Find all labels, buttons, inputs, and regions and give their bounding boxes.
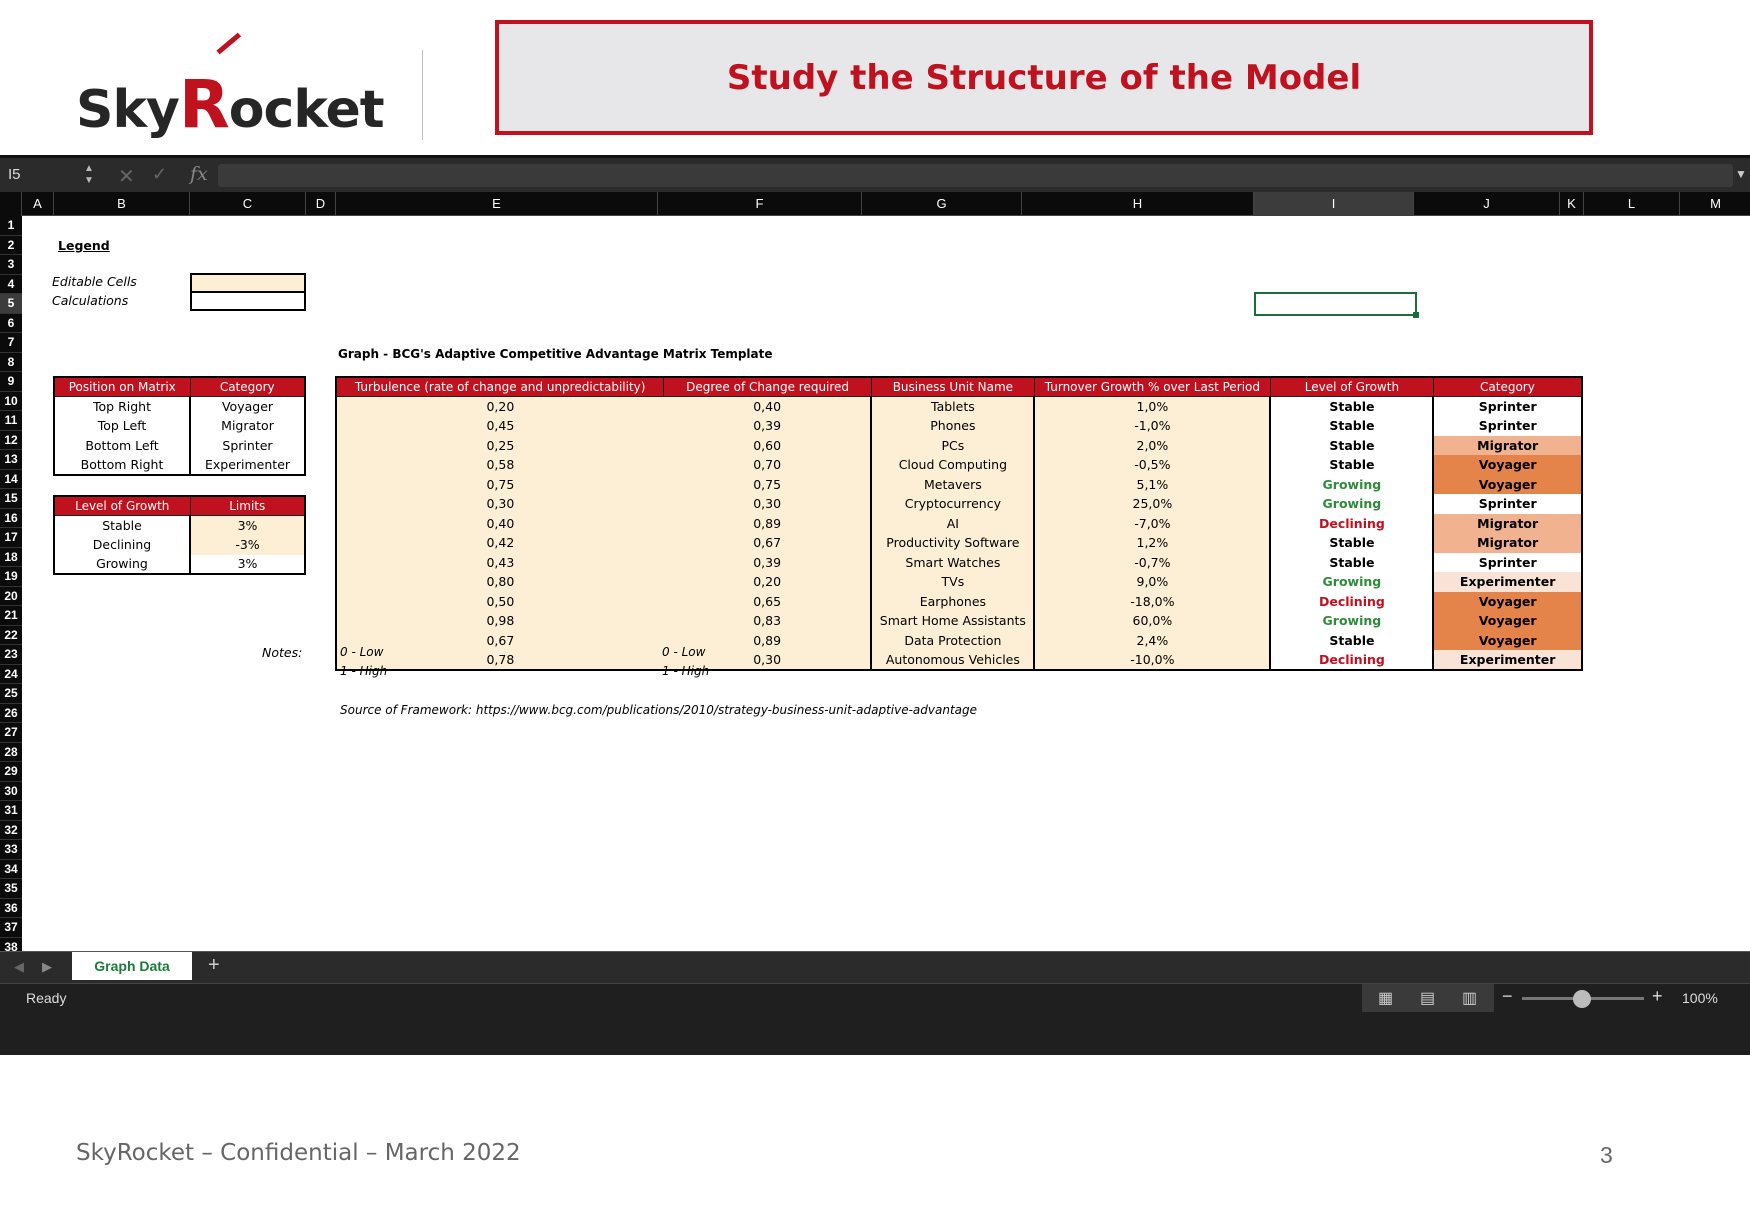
row-headers [0,216,22,951]
table-row [336,494,1582,514]
row-header[interactable]: 10 [0,392,22,412]
table-header: Category [1433,377,1582,397]
column-headers [0,192,1750,216]
table-cell[interactable]: -3% [190,535,305,555]
column-header-i[interactable]: I [1254,192,1414,216]
selected-cell[interactable] [1254,292,1417,316]
table-cell[interactable]: 0,78 [336,650,664,670]
column-header-m[interactable]: M [1680,192,1750,216]
table-cell[interactable]: 0,30 [664,494,872,514]
table-cell[interactable]: 0,30 [336,494,664,514]
cancel-icon[interactable]: ✕ [118,166,135,188]
table-row [336,553,1582,573]
select-all-corner[interactable] [0,192,22,216]
row-header[interactable]: 6 [0,314,22,334]
table-cell[interactable]: Stable [1270,533,1433,553]
table-row [336,475,1582,495]
row-header[interactable]: 13 [0,450,22,470]
table-cell[interactable]: 2,4% [1034,631,1270,651]
table-cell[interactable]: Cloud Computing [871,455,1034,475]
table-cell[interactable]: Tablets [871,397,1034,417]
column-header-b[interactable]: B [54,192,190,216]
table-cell[interactable]: Stable [1270,397,1433,417]
table-header: Turnover Growth % over Last Period [1034,377,1270,397]
legend-editable-label: Editable Cells [52,274,137,289]
legend-calculations-label: Calculations [52,293,129,308]
table-cell[interactable]: Voyager [221,399,274,414]
zoom-in-icon[interactable]: + [1652,986,1663,1006]
row-header[interactable]: 22 [0,626,22,646]
table-row [336,397,1582,417]
table-cell[interactable]: Stable [1270,416,1433,436]
table-cell[interactable]: Sprinter [1433,397,1582,417]
table-cell[interactable]: 0,20 [664,572,872,592]
table-cell[interactable]: 0,89 [664,631,872,651]
table-cell[interactable]: 3% [190,516,305,536]
row-header[interactable]: 2 [0,236,22,256]
row-header[interactable]: 17 [0,528,22,548]
view-switcher [1362,984,1494,1012]
table-cell[interactable]: Phones [871,416,1034,436]
table-cell[interactable]: 25,0% [1034,494,1270,514]
table-row [54,555,305,575]
table-row [336,514,1582,534]
table-row [54,397,305,417]
table-cell[interactable]: 9,0% [1034,572,1270,592]
row-header[interactable]: 12 [0,431,22,451]
table-cell[interactable]: 0,40 [664,397,872,417]
table-cell[interactable]: Declining [54,535,190,555]
table-cell[interactable]: -7,0% [1034,514,1270,534]
table-cell[interactable]: 0,50 [336,592,664,612]
table-cell[interactable]: Smart Watches [871,553,1034,573]
table-cell[interactable]: 0,60 [664,436,872,456]
table-cell[interactable]: Voyager [1433,611,1582,631]
table-header: Level of Growth [1270,377,1433,397]
footer-confidential: SkyRocket – Confidential – March 2022 [76,1140,521,1166]
column-header-k[interactable]: K [1560,192,1584,216]
row-header[interactable]: 27 [0,723,22,743]
table-row [336,572,1582,592]
table-cell[interactable]: Stable [1270,553,1433,573]
row-header[interactable]: 31 [0,801,22,821]
table-cell[interactable]: 0,67 [664,533,872,553]
column-header-a[interactable]: A [22,192,54,216]
row-header[interactable]: 32 [0,821,22,841]
table-cell[interactable]: Migrator [1433,533,1582,553]
zoom-out-icon[interactable]: − [1502,986,1513,1006]
table-cell[interactable]: -0,5% [1034,455,1270,475]
table-cell[interactable]: Experimenter [1433,572,1582,592]
table-cell[interactable]: 0,30 [664,650,872,670]
table-header: Category [190,377,305,397]
row-header[interactable]: 30 [0,782,22,802]
page-layout-view-icon[interactable]: ▤ [1420,990,1436,1007]
table-cell[interactable]: Stable [1270,436,1433,456]
row-header[interactable]: 26 [0,704,22,724]
table-cell[interactable]: TVs [871,572,1034,592]
confirm-icon[interactable]: ✓ [152,164,168,184]
row-header[interactable]: 20 [0,587,22,607]
table-cell[interactable]: Voyager [1433,455,1582,475]
row-header[interactable]: 34 [0,860,22,880]
table-cell[interactable]: Sprinter [1433,416,1582,436]
table-cell[interactable]: Declining [1270,592,1433,612]
column-header-c[interactable]: C [190,192,306,216]
legend-calculations-swatch [190,291,306,311]
matrix-position-table [53,376,306,476]
row-header[interactable]: 16 [0,509,22,529]
table-cell[interactable]: Sprinter [1433,553,1582,573]
table-cell[interactable]: 0,80 [336,572,664,592]
table-header: Level of Growth [54,496,190,516]
table-row [54,516,305,536]
table-cell[interactable]: Experimenter [204,456,291,472]
table-header: Business Unit Name [871,377,1034,397]
row-header[interactable]: 18 [0,548,22,568]
table-row [336,631,1582,651]
table-cell[interactable]: Growing [1270,494,1433,514]
table-row [336,592,1582,612]
table-cell[interactable]: Top Left [54,416,190,436]
table-cell[interactable]: 1,2% [1034,533,1270,553]
next-sheet-icon[interactable]: ▶ [42,959,52,974]
table-header: Degree of Change required [664,377,872,397]
insert-function-icon[interactable]: fx [190,163,208,185]
column-header-d[interactable]: D [306,192,336,216]
formula-bar [0,155,1750,192]
note-e-high: 1 - High [340,664,388,678]
legend-editable-swatch [190,273,306,293]
row-header[interactable]: 24 [0,665,22,685]
row-header[interactable]: 37 [0,918,22,938]
table-cell[interactable]: PCs [871,436,1034,456]
table-cell[interactable]: -10,0% [1034,650,1270,670]
table-cell[interactable]: Bottom Right [54,455,190,475]
excel-window [0,155,1750,1055]
sheet-tab-bar [0,951,1750,983]
table-row [336,455,1582,475]
zoom-slider-handle[interactable] [1573,990,1591,1008]
table-header: Limits [190,496,305,516]
table-row [336,533,1582,553]
table-cell[interactable]: Productivity Software [871,533,1034,553]
column-header-g[interactable]: G [862,192,1022,216]
row-header[interactable]: 1 [0,216,22,236]
table-cell[interactable]: Growing [1270,611,1433,631]
row-header[interactable]: 8 [0,353,22,373]
table-cell[interactable]: 0,65 [664,592,872,612]
table-cell[interactable]: 0,89 [664,514,872,534]
slide-title-box [495,20,1593,135]
column-header-j[interactable]: J [1414,192,1560,216]
table-cell[interactable]: -0,7% [1034,553,1270,573]
source-note: Source of Framework: https://www.bcg.com/publications/2010/strategy-business-unit-adaptive-advantage [340,703,978,717]
note-f-low: 0 - Low [662,645,706,659]
table-header: Turbulence (rate of change and unpredictability) [336,377,664,397]
row-header[interactable]: 25 [0,684,22,704]
row-header[interactable]: 5 [0,294,22,314]
table-cell[interactable]: 0,58 [336,455,664,475]
row-header[interactable]: 11 [0,411,22,431]
table-cell[interactable]: Metavers [871,475,1034,495]
table-row [54,535,305,555]
name-box-stepper-icon[interactable]: ▲ ▼ [84,163,94,186]
skyrocket-logo: SkyRocket [76,50,396,140]
page-number: 3 [1600,1142,1613,1168]
legend-title: Legend [58,238,110,253]
table-cell[interactable]: Declining [1270,514,1433,534]
table-cell[interactable]: Sprinter [1433,494,1582,514]
table-cell[interactable]: 0,98 [336,611,664,631]
table-cell[interactable]: 3% [237,556,258,572]
column-header-l[interactable]: L [1584,192,1680,216]
table-cell[interactable]: Smart Home Assistants [871,611,1034,631]
row-header[interactable]: 28 [0,743,22,763]
name-box[interactable]: I5 [8,166,21,183]
table-cell[interactable]: Cryptocurrency [871,494,1034,514]
table-cell[interactable]: Stable [54,516,190,536]
table-row [336,611,1582,631]
table-cell[interactable]: 0,25 [336,436,664,456]
expand-formula-icon[interactable]: ▼ [1735,167,1747,181]
table-row [54,455,305,475]
previous-sheet-icon[interactable]: ◀ [14,959,24,974]
table-cell[interactable]: 2,0% [1034,436,1270,456]
status-text: Ready [26,990,67,1006]
column-header-h[interactable]: H [1022,192,1254,216]
row-header[interactable]: 7 [0,333,22,353]
row-header[interactable]: 15 [0,489,22,509]
row-header[interactable]: 4 [0,275,22,295]
zoom-level[interactable]: 100% [1682,990,1718,1006]
slide-title: Study the Structure of the Model [726,57,1362,98]
normal-view-icon[interactable]: ▦ [1378,990,1394,1007]
table-row [54,436,305,456]
table-cell[interactable]: Bottom Left [54,436,190,456]
table-cell[interactable]: 0,75 [664,475,872,495]
table-cell[interactable]: AI [871,514,1034,534]
table-cell[interactable]: 0,40 [336,514,664,534]
table-cell[interactable]: Top Right [54,397,190,417]
business-unit-table [335,376,1583,671]
table-cell[interactable]: 0,67 [336,631,664,651]
row-header[interactable]: 33 [0,840,22,860]
table-cell[interactable]: Voyager [1433,631,1582,651]
table-cell[interactable]: Stable [1270,455,1433,475]
table-row [336,436,1582,456]
add-sheet-icon[interactable]: + [208,954,220,976]
table-cell[interactable]: Growing [1270,475,1433,495]
page-break-view-icon[interactable]: ▥ [1462,990,1478,1007]
row-header[interactable]: 38 [0,938,22,952]
table-cell[interactable]: Migrator [1433,436,1582,456]
table-cell[interactable]: 0,70 [664,455,872,475]
table-cell[interactable]: Experimenter [1433,650,1582,670]
column-header-f[interactable]: F [658,192,862,216]
column-header-e[interactable]: E [336,192,658,216]
table-cell[interactable]: 0,42 [336,533,664,553]
table-cell[interactable]: 1,0% [1034,397,1270,417]
table-cell[interactable]: -1,0% [1034,416,1270,436]
logo-divider [422,50,423,140]
table-cell[interactable]: 0,45 [336,416,664,436]
table-cell[interactable]: 60,0% [1034,611,1270,631]
table-cell[interactable]: 5,1% [1034,475,1270,495]
table-cell[interactable]: Stable [1270,631,1433,651]
row-header[interactable]: 35 [0,879,22,899]
table-cell[interactable]: Autonomous Vehicles [871,650,1034,670]
row-header[interactable]: 19 [0,567,22,587]
row-header[interactable]: 23 [0,645,22,665]
table-cell[interactable]: Declining [1270,650,1433,670]
notes-label: Notes: [262,645,303,660]
table-row [336,416,1582,436]
table-header: Position on Matrix [54,377,190,397]
row-header[interactable]: 29 [0,762,22,782]
sheet-grid[interactable] [22,216,1750,951]
table-cell[interactable]: Earphones [871,592,1034,612]
sheet-tab-graph-data[interactable]: Graph Data [72,952,192,980]
table-row [54,416,305,436]
table-cell[interactable]: 0,75 [336,475,664,495]
table-cell[interactable]: 0,83 [664,611,872,631]
table-cell[interactable]: 0,39 [664,553,872,573]
status-bar [0,983,1750,1011]
table-cell[interactable]: Growing [54,555,190,575]
table-cell[interactable]: Growing [1270,572,1433,592]
row-header[interactable]: 3 [0,255,22,275]
table-cell[interactable]: 0,39 [664,416,872,436]
table-cell[interactable]: Migrator [1433,514,1582,534]
row-header[interactable]: 9 [0,372,22,392]
table-cell[interactable]: Voyager [1433,475,1582,495]
table-cell[interactable]: -18,0% [1034,592,1270,612]
table-cell[interactable]: Migrator [221,418,274,434]
table-cell[interactable]: 0,20 [336,397,664,417]
graph-title: Graph - BCG's Adaptive Competitive Advantage Matrix Template [338,347,773,361]
table-cell[interactable]: Voyager [1433,592,1582,612]
table-row [336,650,1582,670]
formula-input[interactable] [218,164,1733,187]
row-header[interactable]: 36 [0,899,22,919]
growth-limits-table [53,495,306,575]
note-e-low: 0 - Low [340,645,384,659]
table-cell[interactable]: Data Protection [871,631,1034,651]
row-header[interactable]: 21 [0,606,22,626]
note-f-high: 1 - High [662,664,710,678]
table-cell[interactable]: Sprinter [222,437,273,453]
row-header[interactable]: 14 [0,470,22,490]
table-cell[interactable]: 0,43 [336,553,664,573]
